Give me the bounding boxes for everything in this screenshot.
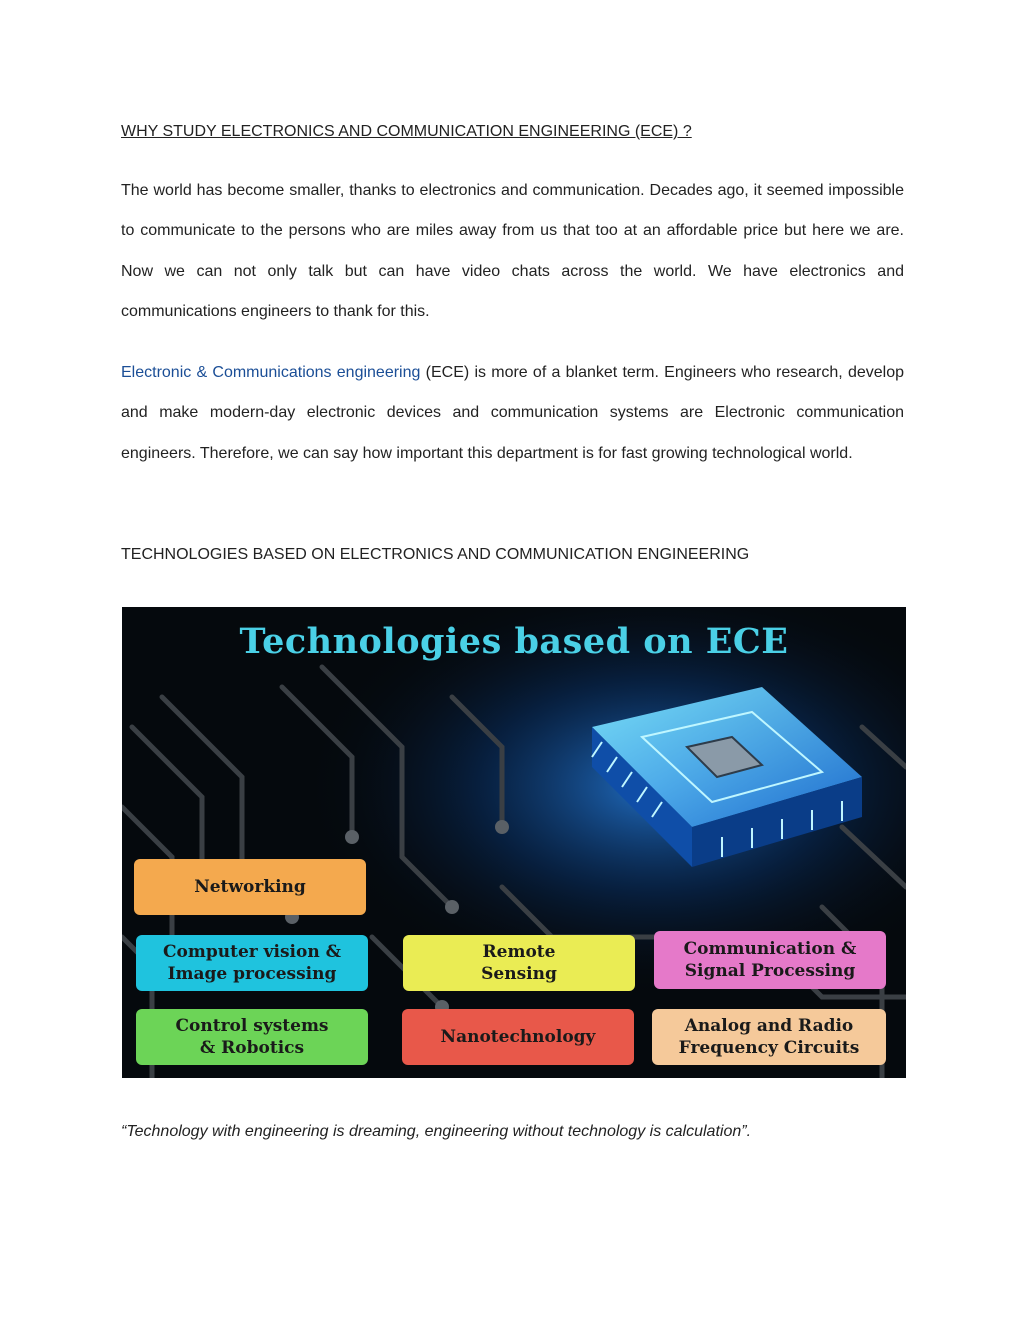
paragraph-intro: The world has become smaller, thanks to electronics and communication. Decades ago, it seemed impossible to communicate to the persons who are miles away from us that too at an affordable price but here we are. Now we can not only talk but can have video chats across the world. We have electronics and communications engineers to thank for this. [121, 182, 904, 321]
tag-networking: Networking [134, 859, 366, 915]
figure-title: Technologies based on ECE [239, 621, 789, 662]
circuit-background [122, 607, 906, 1078]
tag-remote-sensing: Remote Sensing [403, 935, 635, 991]
closing-quote: “Technology with engineering is dreaming, engineering without technology is calculation”. [121, 1123, 752, 1140]
page-heading: WHY STUDY ELECTRONICS AND COMMUNICATION ENGINEERING (ECE) ? [121, 123, 692, 140]
tag-control-systems: Control systems & Robotics [136, 1009, 368, 1065]
tag-analog-rf: Analog and Radio Frequency Circuits [652, 1009, 886, 1065]
paragraph-ece-text: (ECE) is more of a blanket term. Engineers who research, develop and make modern-day electronic devices and communication systems are Electronic communication engineers. Therefore, we can say how important this department is for fast growing technological world. [121, 364, 904, 462]
tag-communication-signal: Communication & Signal Processing [654, 931, 886, 989]
paragraph-ece [121, 353, 904, 474]
tag-computer-vision: Computer vision & Image processing [136, 935, 368, 991]
ece-link[interactable]: Electronic & Communications engineering [121, 364, 421, 381]
ece-technologies-image [122, 607, 906, 1078]
section-heading: TECHNOLOGIES BASED ON ELECTRONICS AND COMMUNICATION ENGINEERING [121, 546, 750, 563]
tag-nanotechnology: Nanotechnology [402, 1009, 634, 1065]
